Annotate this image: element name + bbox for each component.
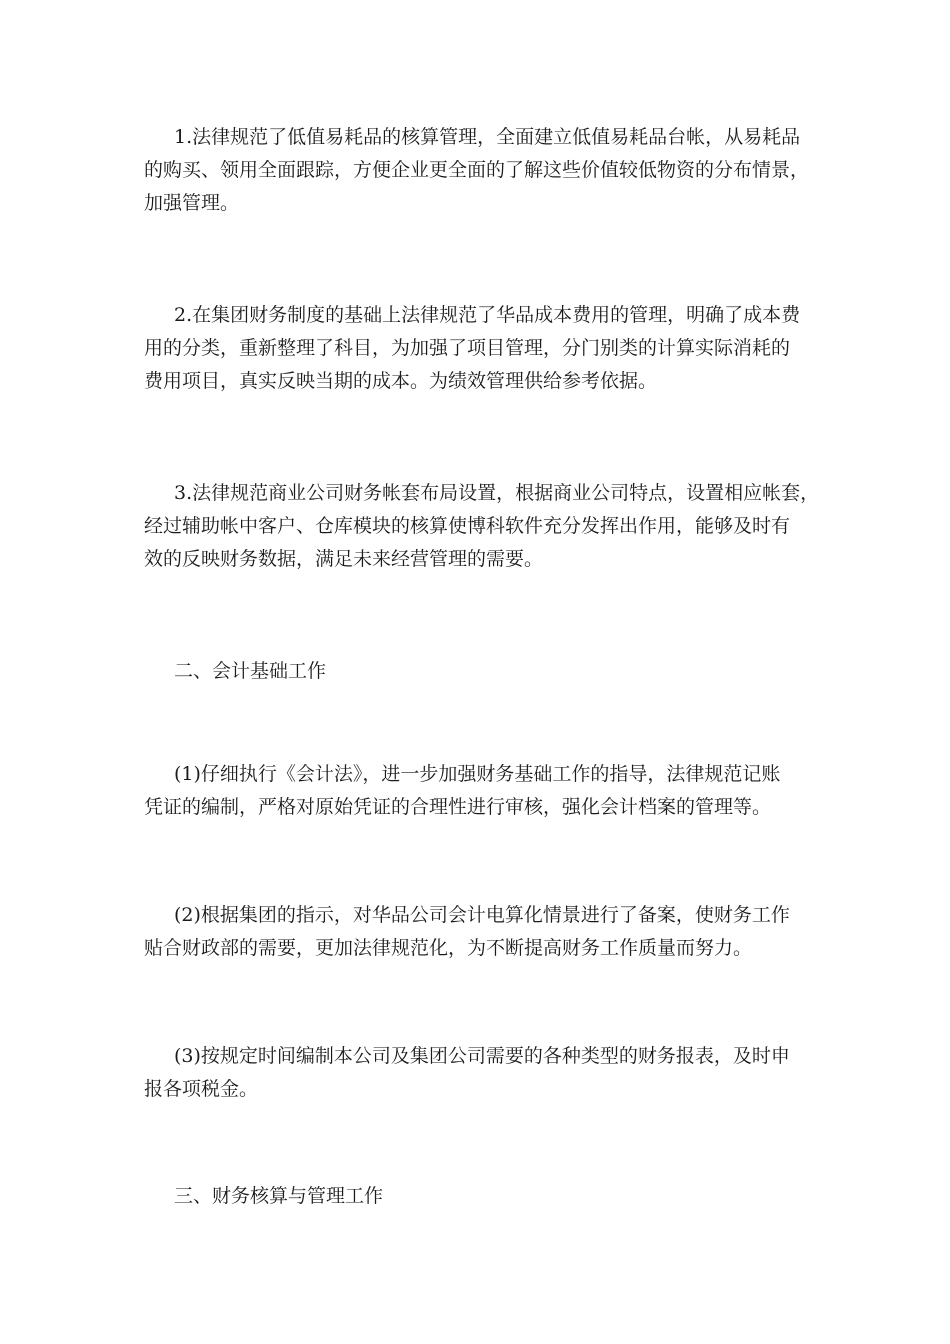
paragraph-line: (3)按规定时间编制本公司及集团公司需要的各种类型的财务报表，及时申 — [174, 1045, 790, 1067]
section-heading-2 — [144, 655, 824, 688]
paragraph-3 — [144, 477, 824, 576]
paragraph-1 — [144, 121, 824, 220]
paragraph-line: 3.法律规范商业公司财务帐套布局设置，根据商业公司特点，设置相应帐套， — [174, 482, 820, 504]
paragraph-line: 的购买、领用全面跟踪，方便企业更全面的了解这些价值较低物资的分布情景， — [144, 159, 810, 181]
section-heading: 二、会计基础工作 — [174, 660, 327, 682]
paragraph-line: 凭证的编制，严格对原始凭证的合理性进行审核，强化会计档案的管理等。 — [144, 796, 772, 818]
paragraph-2 — [144, 299, 824, 398]
paragraph-line: (1)仔细执行《会计法》，进一步加强财务基础工作的指导，法律规范记账 — [174, 763, 781, 785]
paragraph-line: 经过辅助帐中客户、仓库模块的核算使博科软件充分发挥出作用，能够及时有 — [144, 515, 791, 537]
section-heading: 三、财务核算与管理工作 — [174, 1185, 384, 1207]
paragraph-line: 用的分类，重新整理了科目，为加强了项目管理，分门别类的计算实际消耗的 — [144, 337, 791, 359]
section-heading-3 — [144, 1180, 824, 1213]
paragraph-line: 费用项目，真实反映当期的成本。为绩效管理供给参考依据。 — [144, 370, 658, 392]
paragraph-line: 贴合财政部的需要，更加法律规范化，为不断提高财务工作质量而努力。 — [144, 937, 753, 959]
paragraph-line: 加强管理。 — [144, 192, 240, 214]
paragraph-line: 效的反映财务数据，满足未来经营管理的需要。 — [144, 548, 544, 570]
paragraph-5 — [144, 899, 824, 965]
paragraph-line: (2)根据集团的指示，对华品公司会计电算化情景进行了备案，使财务工作 — [174, 904, 790, 926]
paragraph-4 — [144, 758, 824, 824]
paragraph-line: 2.在集团财务制度的基础上法律规范了华品成本费用的管理，明确了成本费 — [174, 304, 801, 326]
paragraph-line: 报各项税金。 — [144, 1078, 259, 1100]
paragraph-line: 1.法律规范了低值易耗品的核算管理，全面建立低值易耗品台帐，从易耗品 — [174, 126, 801, 148]
paragraph-6 — [144, 1040, 824, 1106]
